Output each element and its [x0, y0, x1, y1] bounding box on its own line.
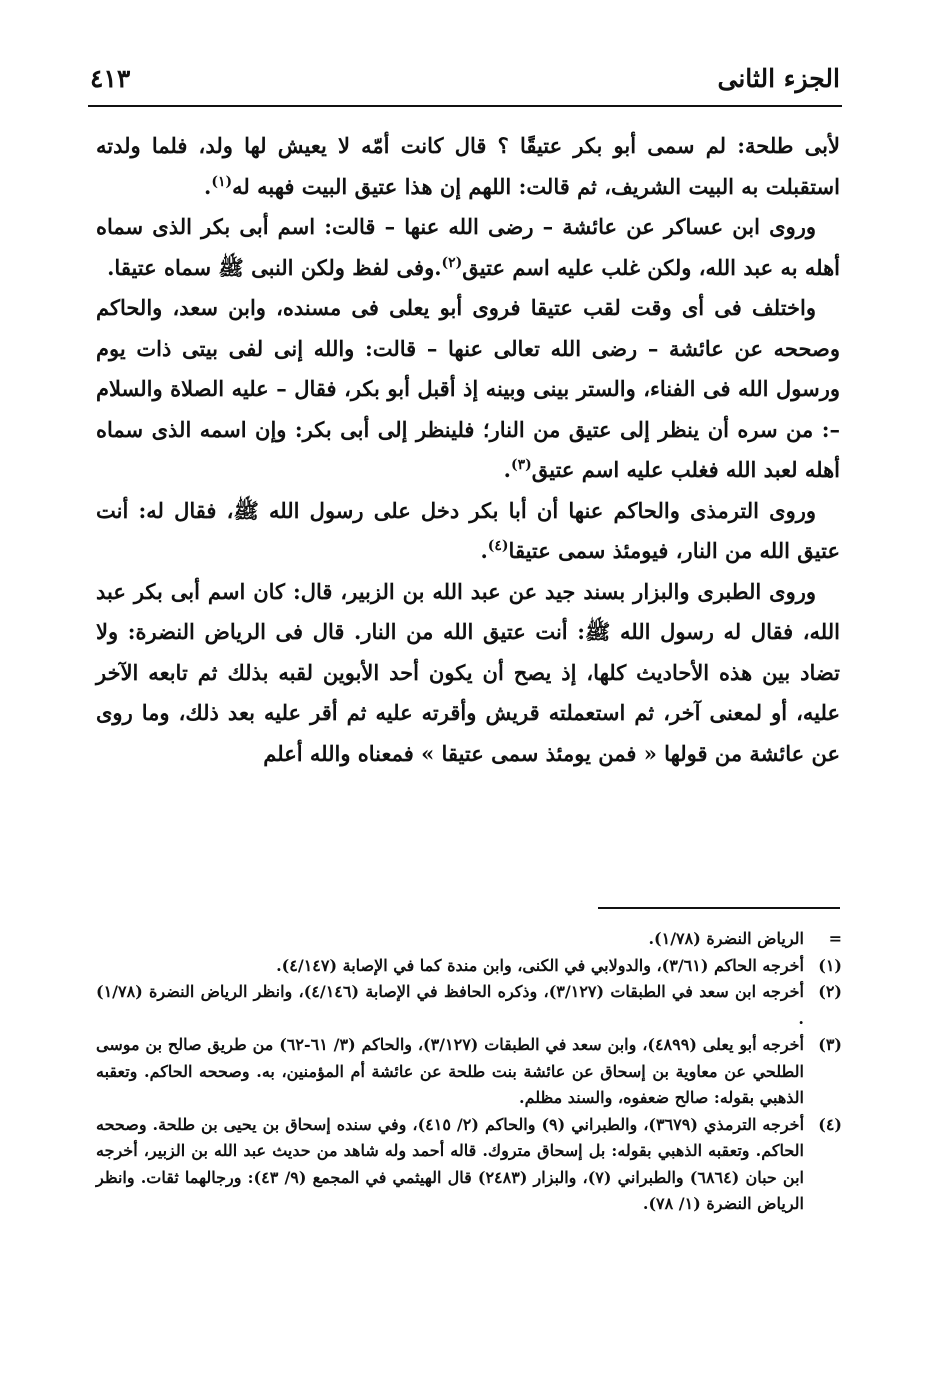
- footnote-text: الرياض النضرة (١/٧٨).: [648, 929, 804, 948]
- footnote: [96, 979, 842, 1032]
- footnote-text: أخرجه الحاكم (٣/٦١)، والدولابي في الكنى، وابن مندة كما في الإصابة (٤/١٤٧).: [276, 955, 804, 975]
- footnote-text: أخرجه الترمذي (٣٦٧٩)، والطبراني (٩) والحاكم (٢/ ٤١٥)، وفي سنده إسحاق بن يحيى بن طلحة. وصححه الحاكم. وتعقبه الذهبي بقوله: بل إسحاق متروك. قاله أحمد وله شاهد من حديث عبد الله بن الزبير، أخرجه ابن حبان (٦٨٦٤) والطبراني (٧)، والبزار (٢٤٨٣) قال الهيثمي في المجمع (٩/ ٤٣): ورجالهما ثقات. وانظر الرياض النضرة (١/ ٧٨).: [96, 1114, 805, 1213]
- page-header: [90, 62, 840, 106]
- footnote-ref: (٢): [441, 254, 463, 271]
- paragraph: واختلف فى أى وقت لقب عتيقا فروى أبو يعلى فى مسنده، وابن سعد، والحاكم وصححه عن عائشة – رضى الله تعالى عنها – قالت: والله إنى لفى بيتى ذات يوم ورسول الله فى الفناء، والستر بينى وبينه إذ أقبل أبو بكر، فقال – عليه الصلاة والسلام –: من سره أن ينظر إلى عتيق من النار؛ فلينظر إلى أبى بكر: وإن اسمه الذى سماه أهله لعبد الله فغلب عليه اسم عتيق$^{(٣)}$.: [96, 295, 840, 482]
- paragraph: لأبى طلحة: لم سمى أبو بكر عتيقًا ؟ قال كانت أمّه لا يعيش لها ولد، فلما ولدته استقبلت به البيت الشريف، ثم قالت: اللهم إن هذا عتيق البيت فهبه له$^{(١)}$.: [96, 133, 840, 199]
- footnote-number: =: [828, 929, 842, 948]
- footnote: [96, 1032, 842, 1112]
- footnote-ref: (١): [211, 173, 233, 190]
- footnote-text: أخرجه ابن سعد في الطبقات (٣/١٢٧)، وذكره الحافظ في الإصابة (٤/١٤٦)، وانظر الرياض النضرة (١/٧٨) .: [96, 982, 804, 1028]
- footnote-ref: (٣): [510, 457, 532, 473]
- footnote-number: (٤): [818, 1114, 842, 1134]
- footnote-number: (١): [818, 955, 842, 975]
- footnote: [96, 926, 842, 953]
- footnote: [96, 1112, 842, 1218]
- page-number: ٤١٣: [90, 64, 131, 93]
- paragraph: وروى ابن عساكر عن عائشة – رضى الله عنها – قالت: اسم أبى بكر الذى سماه أهله به عبد الله، ولكن غلب عليه اسم عتيق$^{(٢)}$.وفى لفظ ولكن النبى ﷺ سماه عتيقا.: [96, 214, 840, 280]
- footnote-number: (٢): [818, 982, 842, 1001]
- paragraph: وروى الطبرى والبزار بسند جيد عن عبد الله بن الزبير، قال: كان اسم أبى بكر عبد الله، فقال له رسول الله ﷺ: أنت عتيق الله من النار. قال فى الرياض النضرة: ولا تضاد بين هذه الأحاديث كلها، إذ يصح أن يكون أحد الأبوين لقبه بذلك ثم تابعه الآخر عليه، أو لمعنى آخر، ثم استعملته قريش وأقرته عليه ثم أقر عليه بعد ذلك، وما روى عن عائشة من قولها « فمن يومئذ سمى عتيقا » فمعناه والله أعلم: [96, 578, 840, 766]
- header-rule: [88, 105, 842, 107]
- footnote-ref: (٤): [487, 538, 509, 554]
- running-title: الجزء الثانى: [717, 64, 840, 93]
- paragraph: وروى الترمذى والحاكم عنها أن أبا بكر دخل على رسول الله ﷺ، فقال له: أنت عتيق الله من النار، فيومئذ سمى عتيقا$^{(٤)}$.: [96, 497, 840, 563]
- footnote-rule: [598, 907, 840, 909]
- footnotes: [96, 926, 842, 1218]
- footnote: [96, 953, 842, 980]
- main-text: [96, 126, 840, 774]
- footnote-number: (٣): [818, 1035, 842, 1054]
- footnote-text: أخرجه أبو يعلى (٤٨٩٩)، وابن سعد في الطبقات (٣/١٢٧)، والحاكم (٣/ ٦١-٦٢) من طريق صالح بن موسى الطلحي عن معاوية بن إسحاق عن عائشة بنت طلحة عن عائشة أم المؤمنين، به. وصححه الحاكم. وتعقبه الذهبي بقوله: صالح ضعفوه، والسند مظلم.: [96, 1035, 805, 1107]
